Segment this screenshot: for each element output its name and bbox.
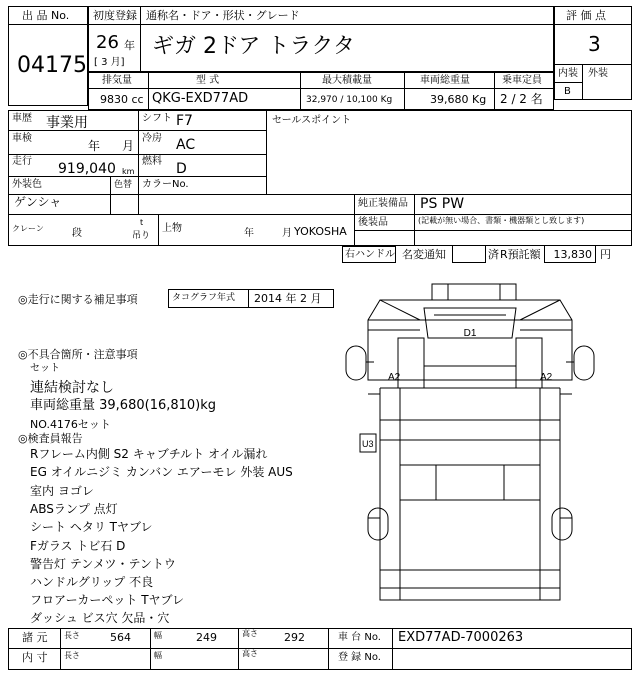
steering: 右ハンドル bbox=[345, 249, 395, 260]
capacity-label: 乗車定員 bbox=[502, 75, 542, 86]
aftermarket-note: (記載が無い場合、書類・機器類とし致します) bbox=[418, 216, 585, 225]
width-label: 幅 bbox=[154, 631, 162, 640]
max-load-label: 最大積載量 bbox=[322, 75, 372, 86]
inner-width-label: 幅 bbox=[154, 651, 162, 660]
truck-damage-diagram bbox=[340, 270, 600, 628]
color-label: 外装色 bbox=[12, 179, 42, 190]
inspection-label: 車検 bbox=[12, 133, 32, 144]
crane-stage-unit: 段 bbox=[72, 228, 82, 239]
inspector-line-9: フロアーカーペット Tヤブレ bbox=[30, 593, 185, 607]
upper-month-unit: 月 bbox=[282, 228, 292, 239]
refund-prefix: 済 bbox=[488, 248, 499, 261]
inspector-line-10: ダッシュ ビス穴 欠品・穴 bbox=[30, 611, 170, 625]
inspector-title: ◎検査員報告 bbox=[18, 432, 83, 445]
upper-maker: YOKOSHA bbox=[294, 225, 347, 238]
mileage: 919,040 bbox=[58, 161, 116, 177]
aftermarket-label: 後装品 bbox=[358, 217, 388, 228]
upper-label: 上物 bbox=[162, 223, 182, 234]
inspector-line-8: ハンドルグリップ 不良 bbox=[30, 575, 154, 589]
inner-height-label: 高さ bbox=[242, 649, 258, 658]
chassis-label: 車 台 No. bbox=[338, 632, 381, 643]
dims-label: 諸 元 bbox=[22, 631, 48, 644]
length-label: 長さ bbox=[64, 631, 80, 640]
damage-a2-right: A2 bbox=[540, 372, 553, 383]
equipment-label: 純正装備品 bbox=[358, 198, 408, 209]
front-left-wheel bbox=[346, 346, 366, 380]
chassis-no: EXD77AD-7000263 bbox=[398, 630, 524, 645]
displacement-label: 排気量 bbox=[102, 75, 132, 86]
inspection-month-unit: 月 bbox=[122, 139, 135, 153]
defects-title: ◎不具合箇所・注意事項 bbox=[18, 348, 138, 361]
mirror-bar bbox=[432, 284, 516, 300]
rear-left-wheel bbox=[368, 508, 388, 540]
exterior-label: 外装 bbox=[588, 68, 608, 79]
interior-score: B bbox=[564, 86, 571, 97]
name-change-label: 名変通知 bbox=[402, 248, 446, 261]
inner-label: 内 寸 bbox=[22, 651, 48, 664]
inspector-line-6: Fガラス トビ石 D bbox=[30, 539, 126, 553]
upper-year-unit: 年 bbox=[244, 228, 254, 239]
recycle-amount: 13,830 bbox=[553, 248, 592, 261]
color-code-label: カラーNo. bbox=[142, 179, 189, 190]
first-reg-year: 26 bbox=[96, 32, 119, 53]
tacho-year: 2014 年 2 月 bbox=[254, 292, 322, 305]
defect-line-4: NO.4176セット bbox=[30, 418, 111, 431]
crane-ton-unit: t bbox=[140, 218, 144, 227]
front-right-wheel bbox=[574, 346, 594, 380]
defect-line-2: 連結検討なし bbox=[30, 380, 114, 396]
inspector-line-2: EG オイルニジミ カンバン エアーモレ 外装 AUS bbox=[30, 465, 293, 479]
first-reg-month: [ 3 月] bbox=[94, 57, 125, 68]
fuel: D bbox=[176, 161, 187, 177]
displacement: 9830 cc bbox=[100, 93, 144, 106]
capacity: 2 / 2 名 bbox=[500, 92, 543, 106]
first-reg-label: 初度登録 bbox=[93, 9, 137, 22]
inner-length-label: 長さ bbox=[64, 651, 80, 660]
reg-label: 登 録 No. bbox=[338, 652, 381, 663]
model: QKG-EXD77AD bbox=[152, 91, 249, 106]
name-change-box bbox=[452, 245, 486, 263]
defect-line-3: 車両総重量 39,680(16,810)kg bbox=[30, 398, 217, 413]
history: 事業用 bbox=[46, 115, 88, 131]
max-load: 32,970 / 10,100 Kg bbox=[306, 95, 393, 105]
footer-table bbox=[8, 628, 632, 670]
inspector-line-5: シート ヘタリ Tヤブレ bbox=[30, 520, 153, 534]
cab-outline bbox=[368, 300, 572, 380]
inspector-line-4: ABSランプ 点灯 bbox=[30, 502, 118, 516]
defect-line-1: セット bbox=[30, 363, 60, 374]
score-label: 評 価 点 bbox=[566, 9, 606, 22]
damage-d1: D1 bbox=[463, 328, 477, 339]
color-no-label: 色替 bbox=[114, 180, 133, 190]
mileage-unit: km bbox=[122, 167, 135, 176]
inspector-line-3: 室内 ヨゴレ bbox=[30, 484, 94, 498]
crane-hoist-unit: 吊り bbox=[132, 231, 151, 241]
length: 564 bbox=[110, 631, 131, 644]
width: 249 bbox=[196, 631, 217, 644]
inspector-line-7: 警告灯 テンメツ・テントウ bbox=[30, 557, 176, 571]
lot-no-label: 出 品 No. bbox=[22, 9, 70, 22]
recycle-label: R預託額 bbox=[500, 248, 541, 261]
height: 292 bbox=[284, 631, 305, 644]
car-name: ギガ 2ドア トラクタ bbox=[152, 34, 355, 59]
shift: F7 bbox=[176, 113, 193, 129]
interior-label: 内装 bbox=[558, 68, 578, 79]
tacho-label: タコグラフ年式 bbox=[172, 293, 236, 303]
ac-label: 冷房 bbox=[142, 133, 162, 144]
yen: 円 bbox=[600, 248, 611, 261]
gross-weight-label: 車両総重量 bbox=[420, 75, 470, 86]
lot-no: 04175 bbox=[17, 53, 87, 78]
inspection-year-unit: 年 bbox=[88, 139, 101, 153]
height-label: 高さ bbox=[242, 629, 258, 638]
sales-point-label: セールスポイント bbox=[272, 115, 352, 126]
score: 3 bbox=[588, 32, 601, 56]
history-label: 車歴 bbox=[12, 113, 32, 124]
damage-u3: U3 bbox=[362, 439, 374, 449]
mileage-label: 走行 bbox=[12, 156, 32, 167]
color: ゲンシャ bbox=[14, 195, 62, 209]
damage-a2-left: A2 bbox=[388, 372, 401, 383]
model-label: 型 式 bbox=[196, 75, 220, 86]
driving-notes-title: ◎走行に関する補足事項 bbox=[18, 293, 138, 306]
gross-weight: 39,680 Kg bbox=[430, 93, 487, 106]
equipment: PS PW bbox=[420, 196, 465, 212]
fuel-label: 燃料 bbox=[142, 156, 162, 167]
crane-label: クレーン bbox=[12, 224, 44, 233]
inspector-line-1: Rフレーム内側 S2 キャブチルト オイル漏れ bbox=[30, 447, 268, 461]
name-label: 通称名・ドア・形状・グレード bbox=[146, 9, 300, 22]
shift-label: シフト bbox=[142, 113, 172, 124]
rear-right-wheel bbox=[552, 508, 572, 540]
ac: AC bbox=[176, 137, 196, 153]
year-unit: 年 bbox=[124, 39, 135, 52]
